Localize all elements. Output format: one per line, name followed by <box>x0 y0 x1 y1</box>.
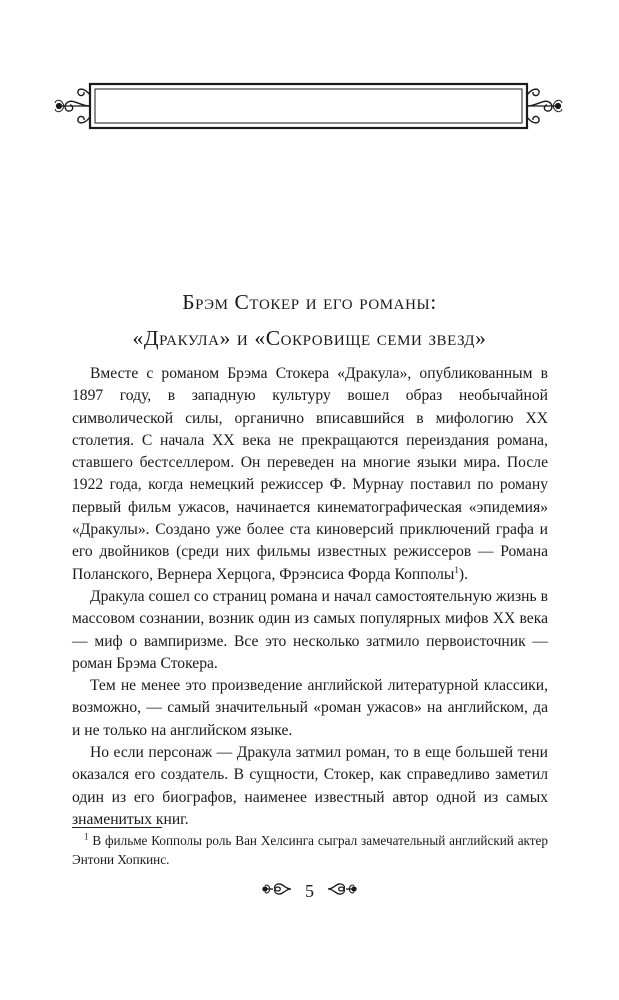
footnote-marker: 1 <box>84 831 89 842</box>
ornamental-frame-icon <box>50 81 567 131</box>
page-number: 5 <box>305 880 314 901</box>
chapter-title <box>60 284 559 356</box>
paragraph: Тем не менее это произведение английской литературной классики, возможно, — самый значительный «роман ужасов» на английском, да и не только на английском языке. <box>72 677 548 739</box>
chapter-title-line-1: Брэм Стокер и его романы: <box>182 290 437 314</box>
page-footer <box>0 879 619 903</box>
footnote-separator <box>72 827 162 828</box>
chapter-title-line-2: «Дракула» и «Сокровище семи звезд» <box>132 326 487 350</box>
footnote-text: В фильме Копполы роль Ван Хелсинга сыграл замечательный английский актер Энтони Хопкинс. <box>72 833 548 867</box>
fleuron-right-icon <box>324 881 358 902</box>
paragraph: Но если персонаж — Дракула затмил роман, то в еще большей тени оказался его создатель. В сущности, Стокер, как справедливо заметил один из его биографов, наименее известный автор одной из самых знаменитых книг. <box>72 744 548 828</box>
paragraph-text-end: ). <box>458 565 468 583</box>
footnote-ref: 1 <box>454 564 459 575</box>
footnote <box>72 832 548 869</box>
paragraph: Дракула сошел со страниц романа и начал самостоятельную жизнь в массовом сознании, возник один из самых популярных мифов XX века — миф о вампиризме. Все это несколько затмило первоисточник — роман Брэма Стокера. <box>72 587 548 672</box>
fleuron-left-icon <box>261 881 295 902</box>
paragraph-text: Вместе с романом Брэма Стокера «Дракула», опубликованным в 1897 году, в западную культуру вошел образ необычайной символической силы, органично вписавшийся в мифологию XX столетия. С начала XX века не прекращаются переиздания романа, ставшего бестселлером. Он переведен на многие языки мира. После 1922 года, когда немецкий режиссер Ф. Мурнау поставил по роману первый фильм ужасов, начинается кинематографическая «эпидемия» «Дракулы». Создано уже более ста киноверсий приключений графа и его двойников (среди них фильмы известных режиссеров — Романа Поланского, Вернера Херцога, Фрэнсиса Форда Копполы <box>72 365 548 583</box>
body-text <box>72 363 548 831</box>
paragraph <box>72 363 548 586</box>
